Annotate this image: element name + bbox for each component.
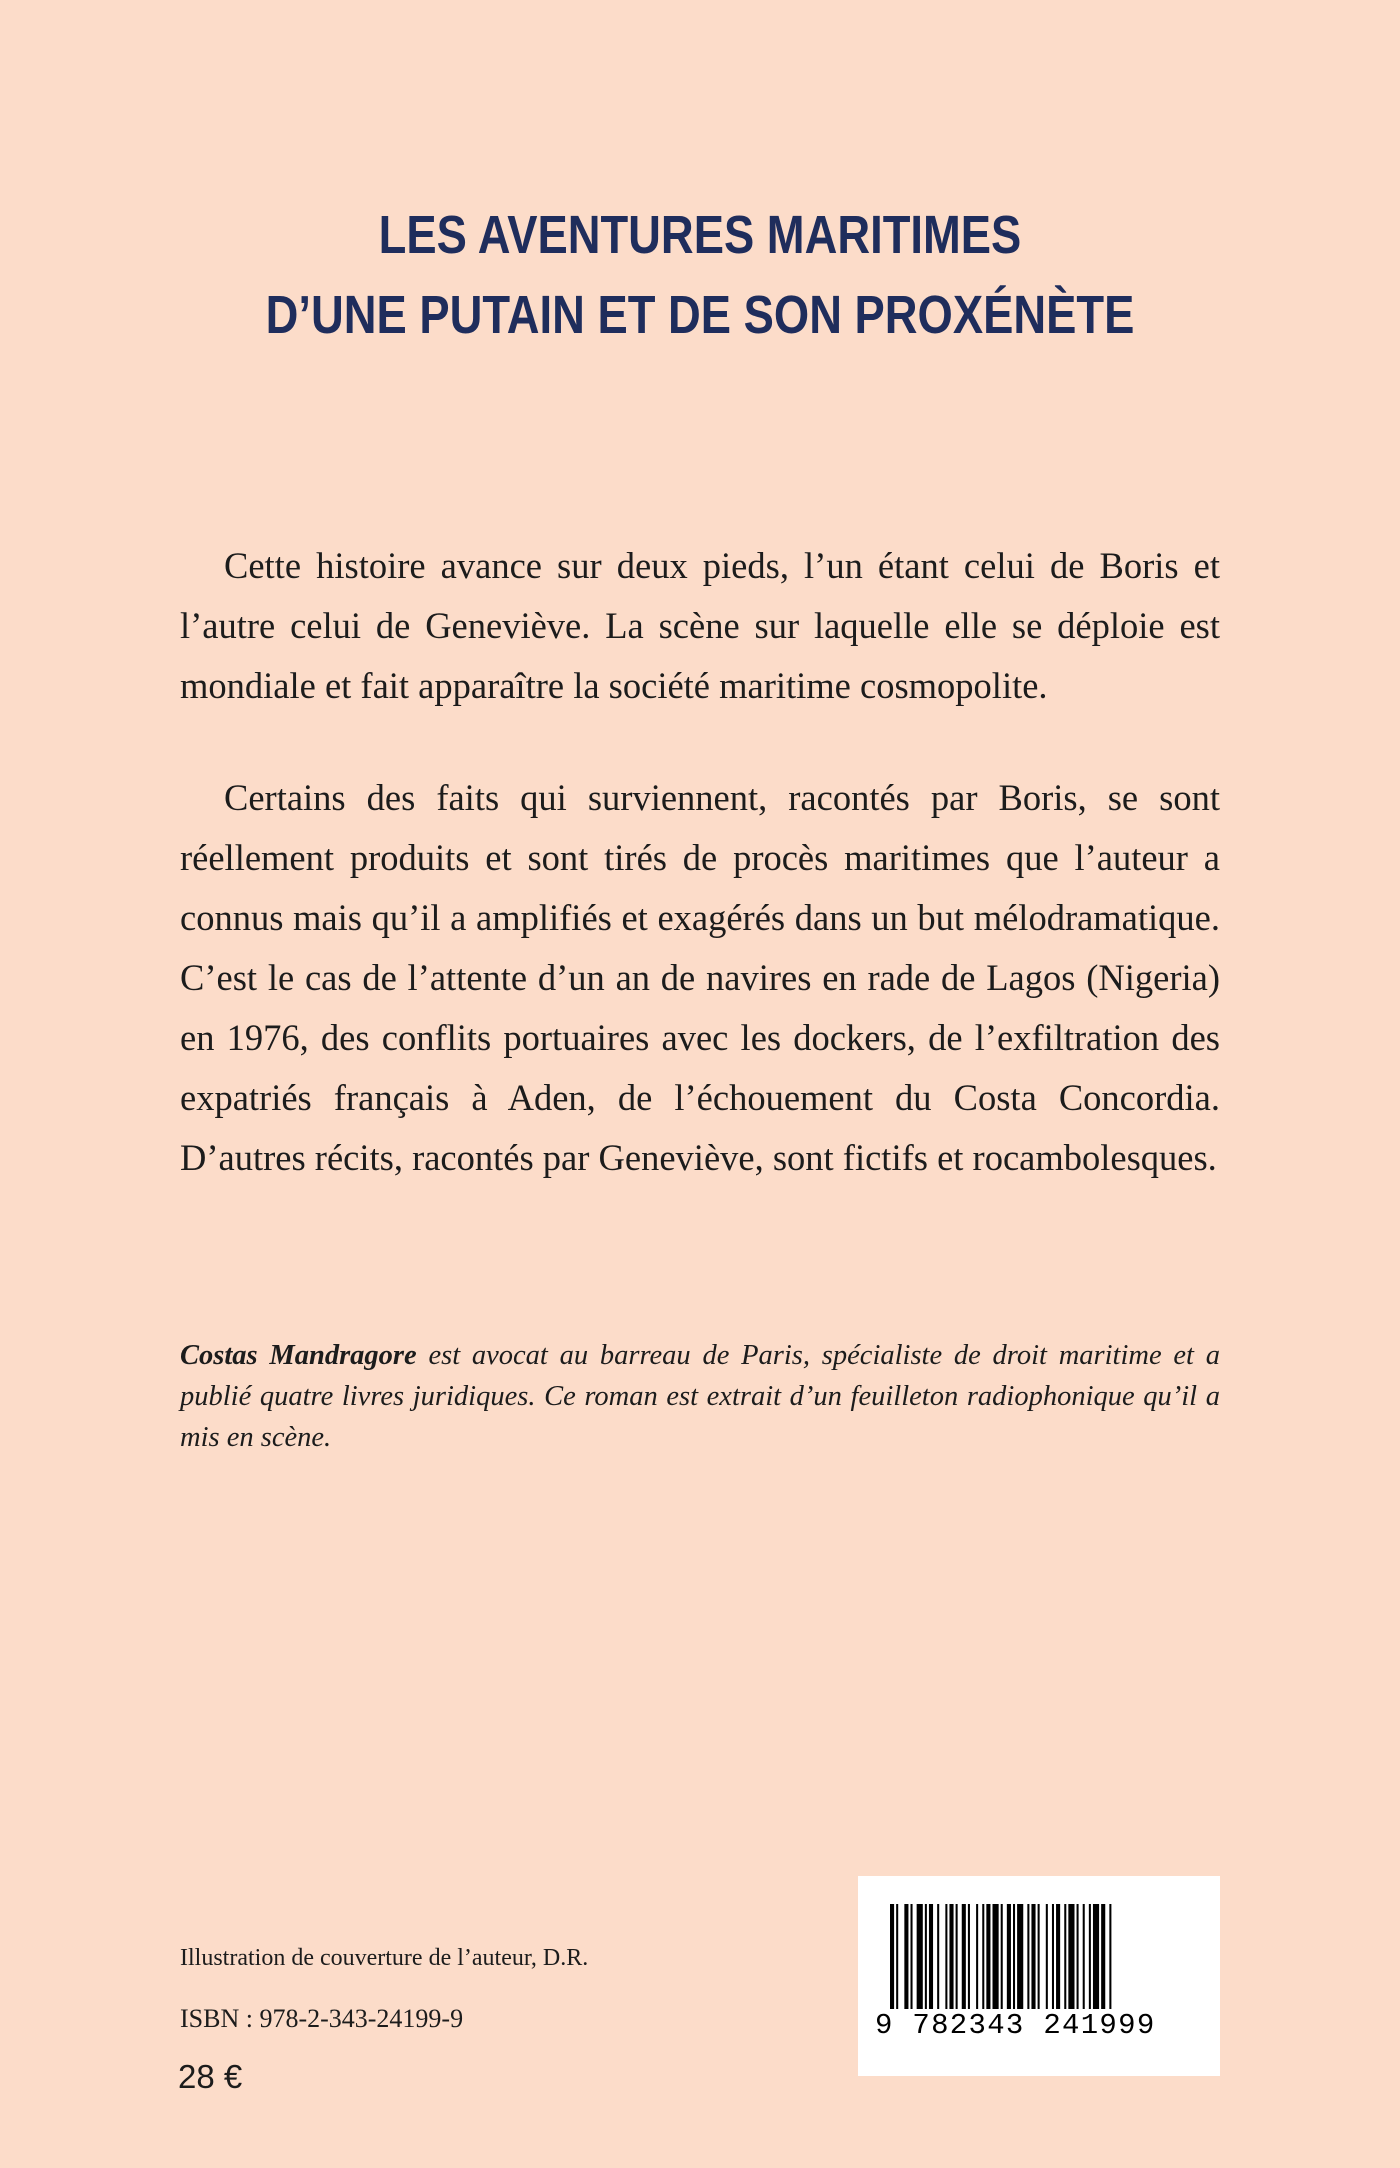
barcode-digits xyxy=(874,2008,1204,2044)
barcode-digits-text: 9 782343 241999 xyxy=(875,2009,1156,2042)
author-bio-text: est avocat au barreau de Paris, spécialiste de droit maritime et a publié quatre livres juridiques. Ce roman est extrait d’un feuilleton radiophonique qu’il a mis en scène. xyxy=(180,1340,1220,1453)
barcode xyxy=(858,1876,1220,2076)
book-title-line-1: LES AVENTURES MARITIMES xyxy=(378,205,1022,265)
author-name: Costas Mandragore xyxy=(180,1340,417,1371)
summary-paragraph-2: Certains des faits qui surviennent, racontés par Boris, se sont réellement produits et sont tirés de procès maritimes que l’auteur a connus mais qu’il a amplifiés et exagérés dans un but mélodramatique. C’est le cas de l’attente d’un an de navires en rade de Lagos (Nigeria) en 1976, des conflits portuaires avec les dockers, de l’exfiltration des expatriés français à Aden, de l’échouement du Costa Concordia. D’autres récits, racontés par Geneviève, sont fictifs et rocambolesques. xyxy=(180,777,1220,1178)
book-title-line-2: D’UNE PUTAIN ET DE SON PROXÉNÈTE xyxy=(265,285,1135,345)
author-bio xyxy=(180,1335,1220,1458)
summary-paragraph-1: Cette histoire avance sur deux pieds, l’un étant celui de Boris et l’autre celui de Geneviève. La scène sur laquelle elle se déploie est mondiale et fait apparaître la société maritime cosmopolite. xyxy=(180,545,1220,706)
book-title xyxy=(0,195,1400,355)
illustration-credit: Illustration de couverture de l’auteur, D.R. xyxy=(180,1945,589,1971)
price: 28 € xyxy=(178,2058,243,2095)
isbn-number: ISBN : 978-2-343-24199-9 xyxy=(180,2004,464,2033)
